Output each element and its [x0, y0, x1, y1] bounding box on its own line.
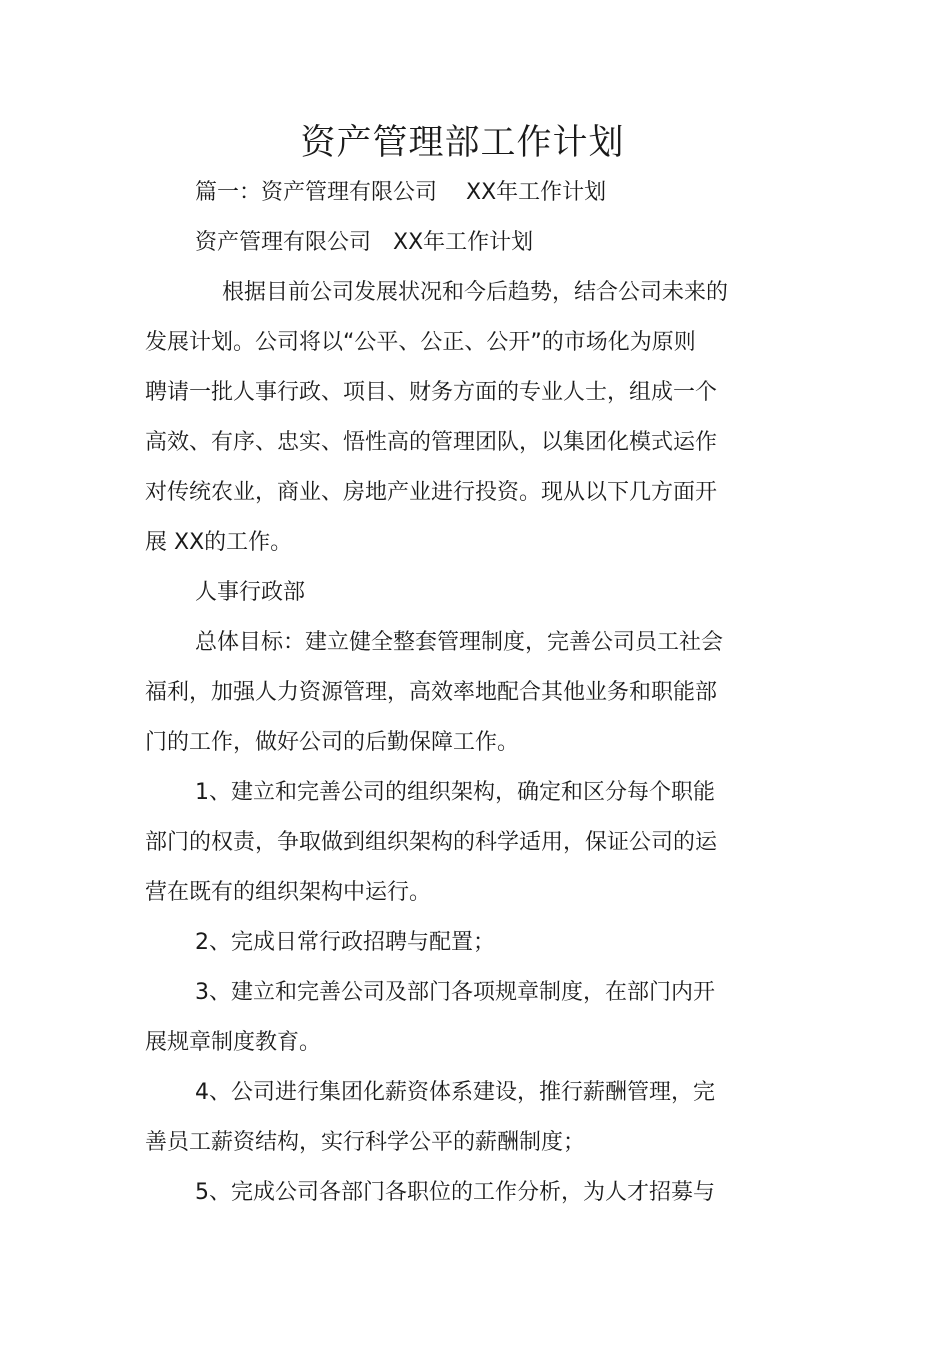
list-item-line: 善员工薪资结构，实行科学公平的薪酬制度；: [145, 1130, 586, 1155]
paragraph-line: 总体目标：建立健全整套管理制度，完善公司员工社会: [195, 630, 724, 655]
paragraph-line: 展 XX的工作。: [145, 530, 293, 555]
paragraph-line: 发展计划。公司将以“公平、公正、公开”的市场化为原则: [145, 330, 696, 355]
paragraph-line: 聘请一批人事行政、项目、财务方面的专业人士，组成一个: [145, 380, 718, 405]
list-item-line: 营在既有的组织架构中运行。: [145, 880, 432, 905]
document-body: [145, 168, 745, 1218]
subtitle-line: 篇一：资产管理有限公司 XX年工作计划: [195, 180, 607, 205]
section-heading: 人事行政部: [195, 580, 306, 605]
list-item-line: 4、公司进行集团化薪资体系建设，推行薪酬管理，完: [195, 1080, 715, 1105]
paragraph-line: 根据目前公司发展状况和今后趋势，结合公司未来的: [222, 280, 729, 305]
list-item-line: 部门的权责，争取做到组织架构的科学适用，保证公司的运: [145, 830, 718, 855]
paragraph-line: 门的工作，做好公司的后勤保障工作。: [145, 730, 520, 755]
list-item-line: 5、完成公司各部门各职位的工作分析，为人才招募与: [195, 1180, 715, 1205]
paragraph-line: 福利，加强人力资源管理，高效率地配合其他业务和职能部: [145, 680, 718, 705]
company-line: 资产管理有限公司 XX年工作计划: [195, 230, 534, 255]
list-item-line: 1、建立和完善公司的组织架构，确定和区分每个职能: [195, 780, 715, 805]
list-item-line: 3、建立和完善公司及部门各项规章制度，在部门内开: [195, 980, 715, 1005]
document-title: 资产管理部工作计划: [300, 123, 625, 163]
list-item-line: 2、完成日常行政招聘与配置；: [195, 930, 495, 955]
paragraph-line: 高效、有序、忠实、悟性高的管理团队，以集团化模式运作: [145, 430, 718, 455]
list-item-line: 展规章制度教育。: [145, 1030, 322, 1055]
paragraph-line: 对传统农业，商业、房地产业进行投资。现从以下几方面开: [145, 480, 718, 505]
